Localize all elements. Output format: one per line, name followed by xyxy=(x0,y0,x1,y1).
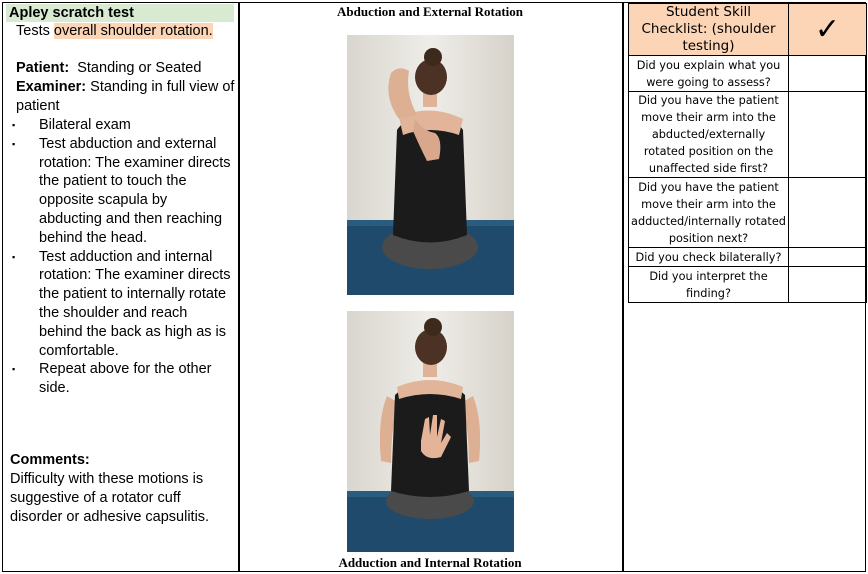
abduction-external-rotation-photo xyxy=(347,35,514,295)
patient-text: Standing or Seated xyxy=(77,60,202,76)
bottom-photo-caption: Adduction and Internal Rotation xyxy=(338,555,522,570)
checklist-header-row xyxy=(629,4,867,56)
checklist-row xyxy=(629,92,867,178)
checklist-checkbox[interactable] xyxy=(789,56,867,92)
list-item: ▪ Test abduction and external rotation: The examiner directs the patient to touch the opposite scapula by abducting and then reaching behind the head. xyxy=(12,135,234,248)
checklist-checkbox[interactable] xyxy=(789,267,867,303)
test-title: Apley scratch test xyxy=(6,4,234,22)
checklist-question: Did you check bilaterally? xyxy=(629,248,789,267)
subtitle-prefix: Tests xyxy=(16,23,54,39)
checklist-row xyxy=(629,248,867,267)
subtitle-highlight: overall shoulder rotation. xyxy=(53,23,213,39)
instruction-list xyxy=(12,116,234,398)
patient-label: Patient: xyxy=(16,60,70,76)
checklist-row xyxy=(629,178,867,248)
examiner-line xyxy=(16,78,238,116)
comments-text: Difficulty with these motions is suggestive of a rotator cuff disorder or adhesive capsulitis. xyxy=(10,471,210,525)
checklist-question: Did you have the patient move their arm into the adducted/internally rotated position next? xyxy=(629,178,789,248)
examiner-label: Examiner: xyxy=(16,79,87,95)
top-photo-caption: Abduction and External Rotation xyxy=(337,4,523,19)
comments-label: Comments: xyxy=(10,452,90,468)
checklist-question: Did you explain what you were going to assess? xyxy=(629,56,789,92)
list-item: ▪ Repeat above for the other side. xyxy=(12,360,234,398)
person-photo-icon xyxy=(347,35,514,295)
list-item: ▪ Test adduction and internal rotation: The examiner directs the patient to internally rotate the shoulder and reach behind the back as high as is comfortable. xyxy=(12,248,234,361)
list-item: ▪ Bilateral exam xyxy=(12,116,234,135)
checklist-header: Student Skill Checklist: (shoulder testing) xyxy=(629,4,789,56)
person-photo-icon xyxy=(347,311,514,552)
checklist-checkbox[interactable] xyxy=(789,178,867,248)
checklist-row xyxy=(629,56,867,92)
checklist-question: Did you interpret the finding? xyxy=(629,267,789,303)
checklist-header-check xyxy=(789,4,867,56)
checklist-row xyxy=(629,267,867,303)
examiner-text: Standing in full view of patient xyxy=(16,79,235,114)
checklist-question: Did you have the patient move their arm into the abducted/externally rotated position on the unaffected side first? xyxy=(629,92,789,178)
checkmark-icon: ✓ xyxy=(814,11,841,47)
patient-line xyxy=(16,59,238,78)
test-subtitle xyxy=(16,22,213,40)
adduction-internal-rotation-photo xyxy=(347,311,514,552)
checklist-checkbox[interactable] xyxy=(789,92,867,178)
skill-checklist xyxy=(628,3,867,303)
checklist-checkbox[interactable] xyxy=(789,248,867,267)
